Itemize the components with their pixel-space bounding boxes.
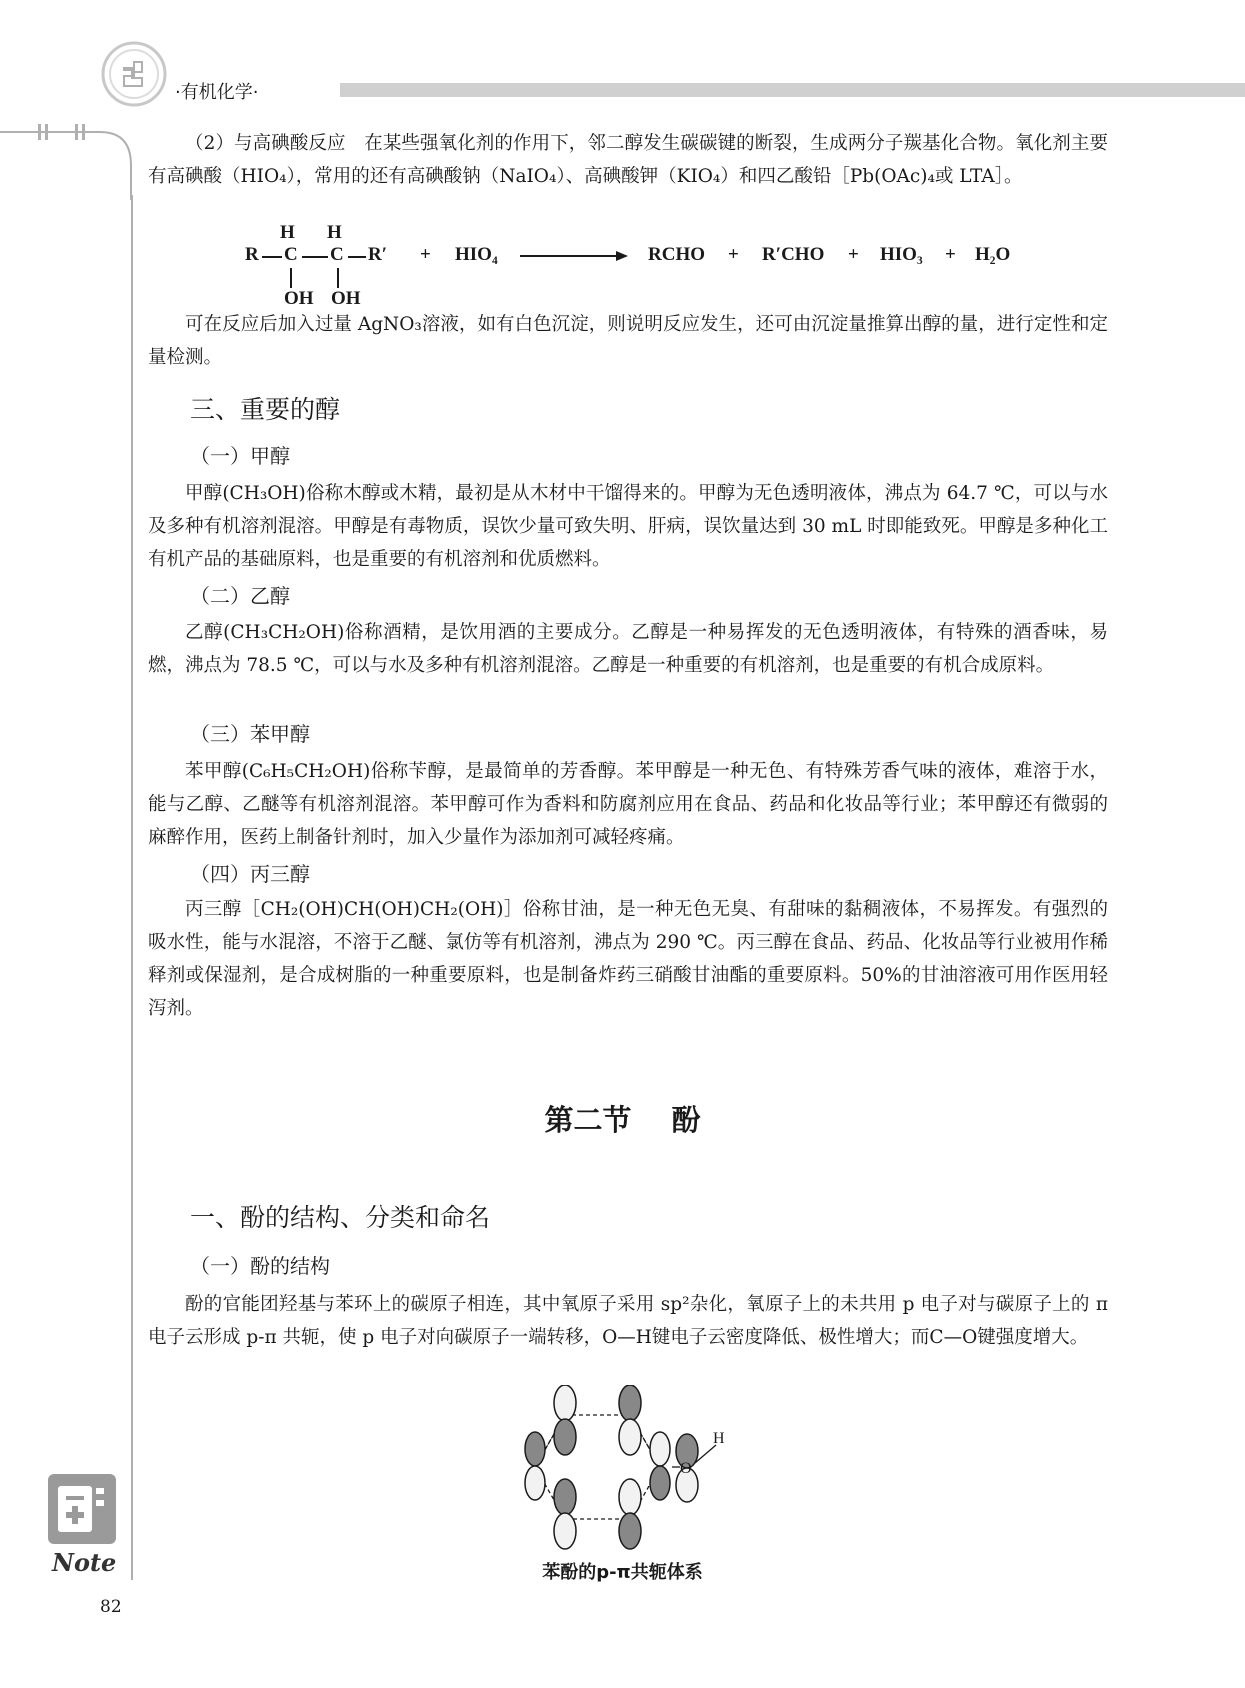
section-title-number: 第二节: [544, 1103, 632, 1137]
figure-label-o: O: [680, 1460, 692, 1477]
para-phenol-structure: 酚的官能团羟基与苯环上的碳原子相连，其中氧原子采用 sp²杂化，氧原子上的未共用 p 电子对与碳原子上的 π 电子云形成 p-π 共轭，使 p 电子对向碳原子一端转移，O—H键电子云密度降低、极性增大；而C—O键强度增大。: [148, 1294, 1108, 1348]
section-title: [0, 1098, 1245, 1139]
eq-h2: H: [327, 222, 342, 243]
subheading-phenol-structure: （一）酚的结构: [190, 1254, 330, 1278]
eq-bond-1: [262, 256, 282, 258]
phenol-p-pi-diagram: [520, 1385, 750, 1550]
eq-plus-3: +: [848, 244, 859, 265]
para-agno3-test: 可在反应后加入过量 AgNO₃溶液，如有白色沉淀，则说明反应发生，还可由沉淀量推算出醇的量，进行定性和定量检测。: [148, 314, 1108, 368]
page-number: 82: [100, 1597, 122, 1617]
eq-bond-3: [348, 256, 366, 258]
figure-caption: 苯酚的p-π共轭体系: [542, 1562, 703, 1583]
eq-vbond-1: [290, 268, 292, 288]
note-label: Note: [52, 1548, 117, 1577]
eq-plus-1: +: [420, 244, 431, 265]
eq-h2o: H₂O: [975, 244, 1011, 265]
eq-r: R: [245, 244, 259, 265]
heading-phenol-structure: 一、酚的结构、分类和命名: [190, 1203, 491, 1232]
eq-rpcho: R′CHO: [762, 244, 825, 265]
eq-oh2: OH: [331, 288, 361, 309]
eq-oh1: OH: [284, 288, 314, 309]
para-benzyl-alcohol: 苯甲醇(C₆H₅CH₂OH)俗称苄醇，是最简单的芳香醇。苯甲醇是一种无色、有特殊芳香气味的液体，难溶于水，能与乙醇、乙醚等有机溶剂混溶。苯甲醇可作为香料和防腐剂应用在食品、药品和化妆品等行业；苯甲醇还有微弱的麻醉作用，医药上制备针剂时，加入少量作为添加剂可减轻疼痛。: [148, 761, 1108, 848]
figure-label-h: H: [713, 1430, 725, 1447]
subheading-glycerol: （四）丙三醇: [190, 862, 310, 886]
eq-rcho: RCHO: [648, 244, 705, 265]
subheading-ethanol: （二）乙醇: [190, 584, 290, 608]
subheading-benzyl-alcohol: （三）苯甲醇: [190, 722, 310, 746]
eq-vbond-2: [337, 268, 339, 288]
section-title-topic: 酚: [671, 1103, 701, 1137]
eq-plus-4: +: [945, 244, 956, 265]
eq-h1: H: [280, 222, 295, 243]
para-ethanol: 乙醇(CH₃CH₂OH)俗称酒精，是饮用酒的主要成分。乙醇是一种易挥发的无色透明液体，有特殊的酒香味，易燃，沸点为 78.5 ℃，可以与水及多种有机溶剂混溶。乙醇是一种重要的有机溶剂，也是重要的有机合成原料。: [148, 622, 1108, 676]
para-methanol: 甲醇(CH₃OH)俗称木醇或木精，最初是从木材中干馏得来的。甲醇为无色透明液体，沸点为 64.7 ℃，可以与水及多种有机溶剂混溶。甲醇是有毒物质，误饮少量可致失明、肝病，误饮量达到 30 mL 时即能致死。甲醇是多种化工有机产品的基础原料，也是重要的有机溶剂和优质燃料。: [148, 483, 1108, 570]
running-title: ·有机化学·: [175, 82, 259, 103]
header-bar: [340, 83, 1245, 97]
margin-line: [131, 195, 133, 1580]
reaction-arrow-icon: [520, 248, 630, 264]
margin-ornament-icon: [0, 120, 135, 200]
para-glycerol: 丙三醇［CH₂(OH)CH(OH)CH₂(OH)］俗称甘油，是一种无色无臭、有甜味的黏稠液体，不易挥发。有强烈的吸水性，能与水混溶，不溶于乙醚、氯仿等有机溶剂，沸点为 290 ℃。丙三醇在食品、药品、化妆品等行业被用作稀释剂或保湿剂，是合成树脂的一种重要原料，也是制备炸药三硝酸甘油酯的重要原料。50%的甘油溶液可用作医用轻泻剂。: [148, 899, 1108, 1019]
note-icon: [46, 1472, 118, 1546]
header-logo-icon: [100, 40, 168, 108]
eq-hio4: HIO₄: [455, 244, 498, 265]
eq-bond-2: [302, 256, 328, 258]
eq-rp: R′: [368, 244, 388, 265]
subheading-methanol: （一）甲醇: [190, 444, 290, 468]
eq-hio3: HIO₃: [880, 244, 923, 265]
eq-c2: C: [330, 244, 344, 265]
eq-plus-2: +: [728, 244, 739, 265]
para-periodic-acid: （2）与高碘酸反应 在某些强氧化剂的作用下，邻二醇发生碳碳键的断裂，生成两分子羰基化合物。氧化剂主要有高碘酸（HIO₄），常用的还有高碘酸钠（NaIO₄）、高碘酸钾（KIO₄）和四乙酸铅［Pb(OAc)₄或 LTA］。: [148, 133, 1108, 187]
eq-c1: C: [284, 244, 298, 265]
heading-important-alcohols: 三、重要的醇: [190, 395, 341, 424]
